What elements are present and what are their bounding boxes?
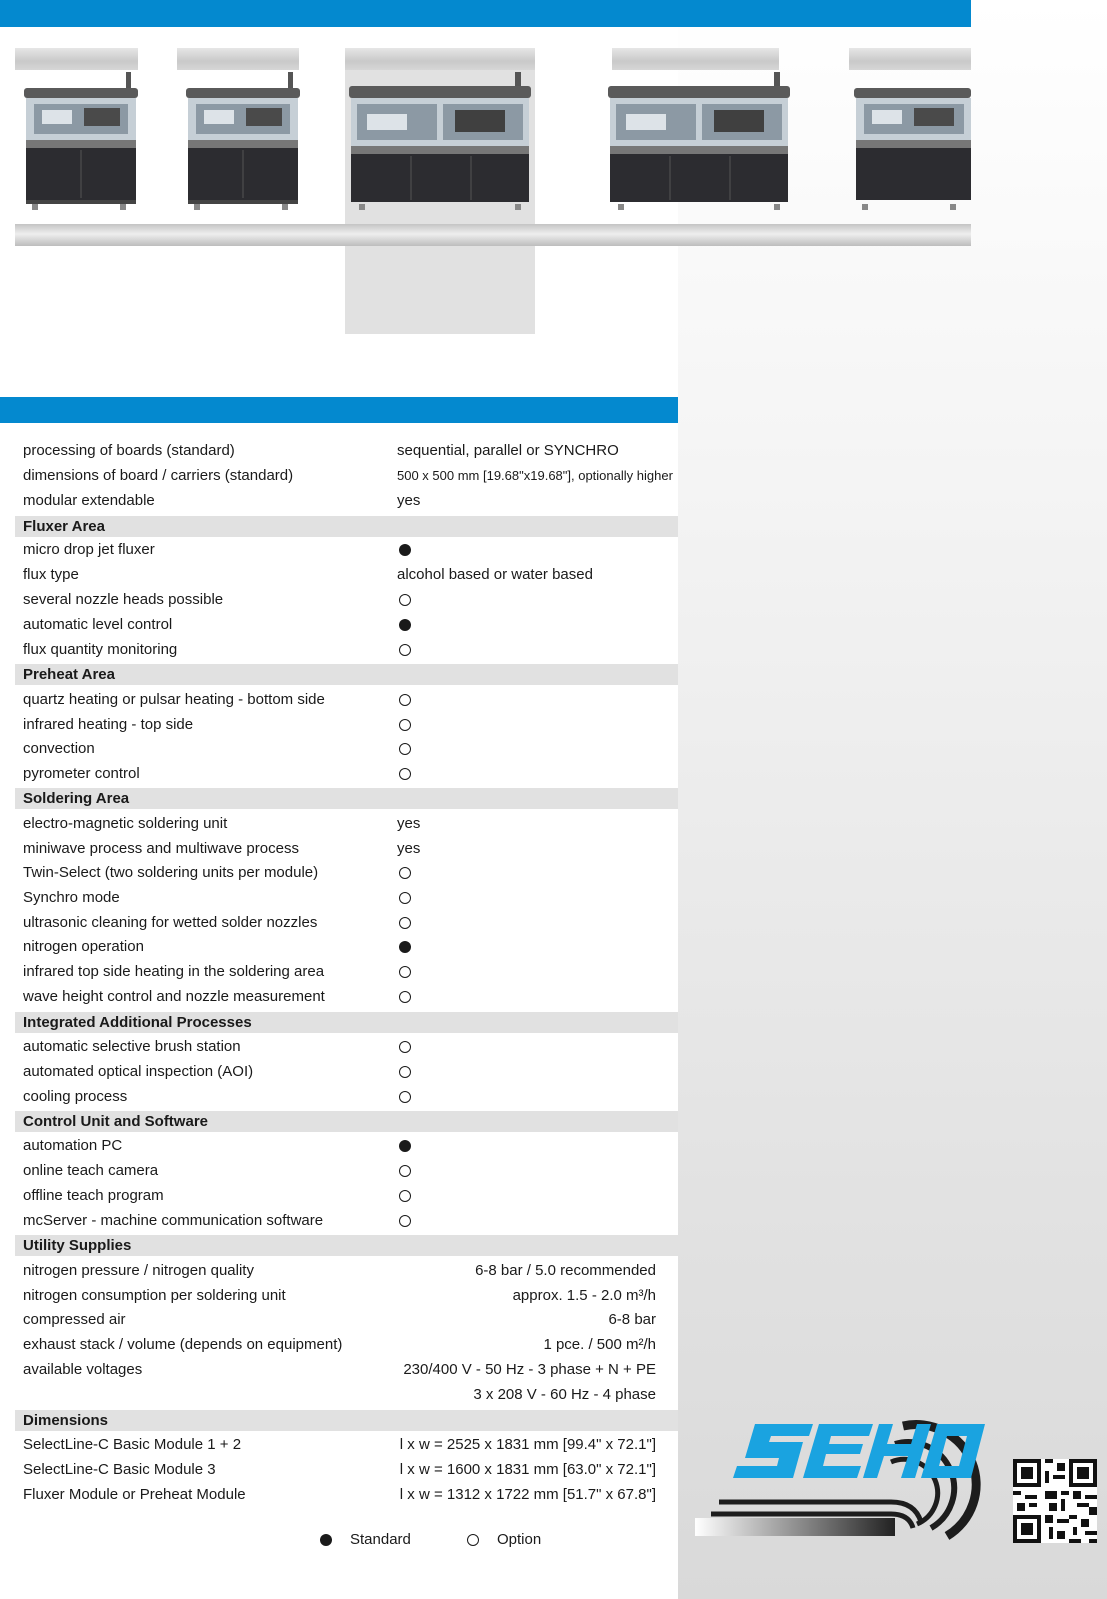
spec-value: yes — [397, 815, 421, 832]
option-icon — [399, 1215, 411, 1227]
spec-row — [15, 688, 678, 712]
spec-label: automatic selective brush station — [23, 1038, 241, 1055]
hollow-circle-icon — [467, 1534, 479, 1546]
spec-value: approx. 1.5 - 2.0 m³/h — [512, 1287, 656, 1304]
basic-module-image — [606, 70, 792, 212]
spec-row — [15, 1333, 678, 1357]
spec-label: nitrogen operation — [23, 938, 144, 955]
spec-label: Fluxer Module or Preheat Module — [23, 1486, 246, 1503]
spec-value: 500 x 500 mm [19.68"x19.68"], optionally higher — [397, 468, 673, 483]
option-icon — [399, 719, 411, 731]
spec-label: quartz heating or pulsar heating - bottom side — [23, 691, 325, 708]
module-label-bar — [345, 48, 535, 70]
spec-row — [15, 1433, 678, 1457]
spec-row — [15, 464, 678, 488]
spec-value: 6-8 bar / 5.0 recommended — [475, 1262, 656, 1279]
spec-label: infrared heating - top side — [23, 716, 194, 733]
spec-row — [15, 1085, 678, 1109]
legend-standard — [320, 1530, 411, 1550]
spec-value: 3 x 208 V - 60 Hz - 4 phase — [473, 1386, 656, 1403]
legend-standard-label: Standard — [350, 1531, 411, 1548]
option-icon — [399, 1041, 411, 1053]
spec-label: Synchro mode — [23, 889, 120, 906]
spec-label: Twin-Select (two soldering units per module) — [23, 864, 319, 881]
top-accent-bar — [0, 0, 971, 27]
section-header-utility: Utility Supplies — [15, 1235, 678, 1256]
spec-value: yes — [397, 492, 421, 509]
spec-value: alcohol based or water based — [397, 566, 593, 583]
spec-row — [15, 1159, 678, 1183]
conveyor-rail — [15, 224, 971, 246]
spec-label: electro-magnetic soldering unit — [23, 815, 228, 832]
spec-row — [15, 837, 678, 861]
section-header-soldering: Soldering Area — [15, 788, 678, 809]
standard-icon — [399, 1140, 411, 1152]
option-icon — [399, 867, 411, 879]
option-icon — [399, 644, 411, 656]
spec-label: convection — [23, 740, 95, 757]
option-icon — [399, 1165, 411, 1177]
spec-label: dimensions of board / carriers (standard) — [23, 467, 294, 484]
fluxer-module-image — [22, 70, 140, 212]
standard-icon — [399, 619, 411, 631]
spec-label: mcServer - machine communication software — [23, 1212, 324, 1229]
spec-label: nitrogen pressure / nitrogen quality — [23, 1262, 254, 1279]
section-header-fluxer: Fluxer Area — [15, 516, 678, 537]
spec-row — [15, 1308, 678, 1332]
basic-module-image — [347, 70, 533, 212]
spec-label: compressed air — [23, 1311, 126, 1328]
spec-label: offline teach program — [23, 1187, 164, 1204]
spec-label: miniwave process and multiwave process — [23, 840, 299, 857]
spec-row — [15, 563, 678, 587]
option-icon — [399, 892, 411, 904]
spec-row — [15, 985, 678, 1009]
spec-row — [15, 1358, 678, 1382]
spec-row — [15, 588, 678, 612]
option-icon — [399, 1091, 411, 1103]
spec-row — [15, 1035, 678, 1059]
option-icon — [399, 743, 411, 755]
seho-logo-icon — [695, 1418, 1007, 1548]
legend-option-label: Option — [497, 1531, 542, 1548]
module-label-bar — [177, 48, 299, 70]
section-header-control: Control Unit and Software — [15, 1111, 678, 1132]
spec-row — [15, 737, 678, 761]
option-icon — [399, 694, 411, 706]
spec-value: l x w = 1600 x 1831 mm [63.0" x 72.1"] — [399, 1461, 656, 1478]
spec-row — [15, 935, 678, 959]
spec-label: automatic level control — [23, 616, 173, 633]
standard-icon — [399, 544, 411, 556]
preheat-module-image — [184, 70, 302, 212]
spec-row — [15, 613, 678, 637]
spec-value: 1 pce. / 500 m²/h — [543, 1336, 656, 1353]
spec-label: nitrogen consumption per soldering unit — [23, 1287, 286, 1304]
spec-label: micro drop jet fluxer — [23, 541, 155, 558]
spec-row — [15, 1209, 678, 1233]
standard-icon — [399, 941, 411, 953]
option-icon — [399, 1066, 411, 1078]
spec-row — [15, 812, 678, 836]
spec-label: infrared top side heating in the soldering area — [23, 963, 325, 980]
basic-module-image — [852, 70, 971, 212]
spec-label: processing of boards (standard) — [23, 442, 235, 459]
spec-label: modular extendable — [23, 492, 155, 509]
option-icon — [399, 966, 411, 978]
qr-code-icon — [1013, 1459, 1097, 1543]
spec-value: 230/400 V - 50 Hz - 3 phase + N + PE — [403, 1361, 656, 1378]
spec-row — [15, 911, 678, 935]
spec-label: pyrometer control — [23, 765, 140, 782]
option-icon — [399, 594, 411, 606]
spec-row — [15, 439, 678, 463]
option-icon — [399, 768, 411, 780]
spec-value: l x w = 2525 x 1831 mm [99.4" x 72.1"] — [399, 1436, 656, 1453]
spec-row — [15, 489, 678, 513]
spec-label: SelectLine-C Basic Module 1 + 2 — [23, 1436, 242, 1453]
specs-header-bar — [0, 397, 678, 423]
spec-row — [15, 713, 678, 737]
spec-row — [15, 1259, 678, 1283]
spec-label: wave height control and nozzle measurement — [23, 988, 325, 1005]
option-icon — [399, 917, 411, 929]
spec-row — [15, 1458, 678, 1482]
spec-value: yes — [397, 840, 421, 857]
spec-row — [15, 1483, 678, 1507]
spec-label: automation PC — [23, 1137, 123, 1154]
spec-label: cooling process — [23, 1088, 128, 1105]
module-label-bar — [15, 48, 138, 70]
spec-row — [15, 861, 678, 885]
option-icon — [399, 1190, 411, 1202]
spec-row — [15, 960, 678, 984]
section-header-dimensions: Dimensions — [15, 1410, 678, 1431]
spec-label: online teach camera — [23, 1162, 159, 1179]
option-icon — [399, 991, 411, 1003]
spec-label: flux type — [23, 566, 79, 583]
module-label-bar — [849, 48, 971, 70]
spec-row — [15, 638, 678, 662]
spec-value: 6-8 bar — [608, 1311, 656, 1328]
spec-label: SelectLine-C Basic Module 3 — [23, 1461, 216, 1478]
spec-row — [15, 1284, 678, 1308]
spec-label: ultrasonic cleaning for wetted solder nozzles — [23, 914, 318, 931]
spec-label: several nozzle heads possible — [23, 591, 224, 608]
spec-label: flux quantity monitoring — [23, 641, 178, 658]
spec-row — [15, 538, 678, 562]
spec-row — [15, 1383, 678, 1407]
spec-label: exhaust stack / volume (depends on equipment) — [23, 1336, 343, 1353]
spec-row — [15, 762, 678, 786]
section-header-integrated: Integrated Additional Processes — [15, 1012, 678, 1033]
legend-option — [467, 1530, 541, 1550]
module-label-bar — [612, 48, 779, 70]
spec-row — [15, 1134, 678, 1158]
section-header-preheat: Preheat Area — [15, 664, 678, 685]
spec-value: sequential, parallel or SYNCHRO — [397, 442, 619, 459]
spec-row — [15, 886, 678, 910]
spec-label: available voltages — [23, 1361, 143, 1378]
spec-label: automated optical inspection (AOI) — [23, 1063, 254, 1080]
spec-value: l x w = 1312 x 1722 mm [51.7" x 67.8"] — [399, 1486, 656, 1503]
spec-row — [15, 1060, 678, 1084]
spec-row — [15, 1184, 678, 1208]
filled-circle-icon — [320, 1534, 332, 1546]
